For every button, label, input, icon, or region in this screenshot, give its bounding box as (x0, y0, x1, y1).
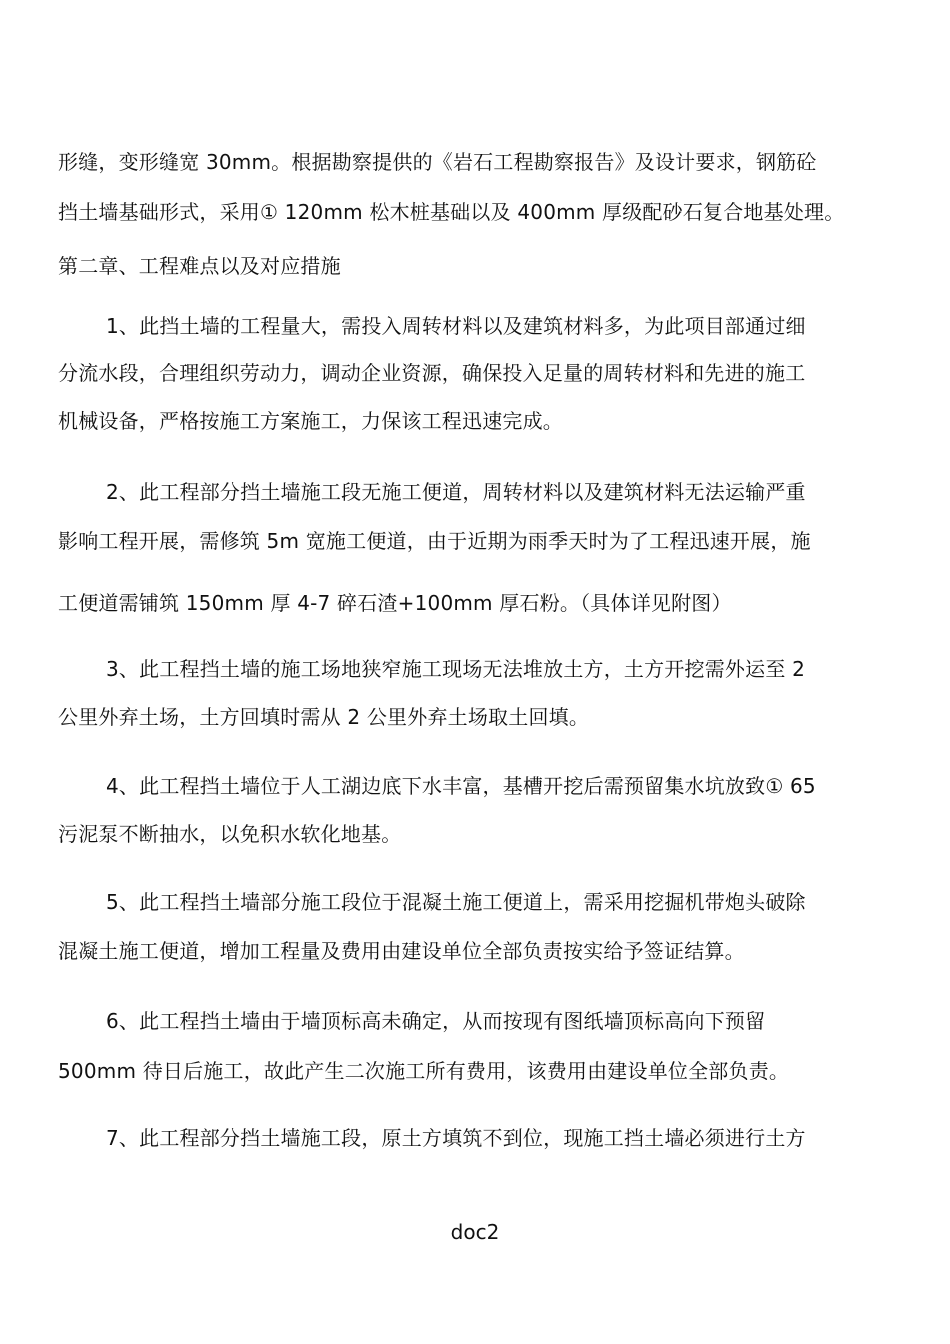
paragraph-line: 挡土墙基础形式，采用① 120mm 松木桩基础以及 400mm 厚级配砂石复合地基处理。 (58, 200, 845, 224)
paragraph-line: 机械设备，严格按施工方案施工，力保该工程迅速完成。 (58, 409, 563, 433)
paragraph-line: 500mm 待日后施工，故此产生二次施工所有费用，该费用由建设单位全部负责。 (58, 1059, 790, 1083)
paragraph-line: 3、此工程挡土墙的施工场地狭窄施工现场无法堆放土方，土方开挖需外运至 2 (106, 657, 806, 681)
paragraph-line: 工便道需铺筑 150mm 厚 4-7 碎石渣+100mm 厚石粉。（具体详见附图） (58, 591, 732, 615)
paragraph-line: 分流水段，合理组织劳动力，调动企业资源，确保投入足量的周转材料和先进的施工 (58, 361, 806, 385)
paragraph-line: 影响工程开展，需修筑 5m 宽施工便道，由于近期为雨季天时为了工程迅速开展，施 (58, 529, 811, 553)
paragraph-line: 4、此工程挡土墙位于人工湖边底下水丰富，基槽开挖后需预留集水坑放致① 65 (106, 774, 816, 798)
paragraph-line: 公里外弃土场，土方回填时需从 2 公里外弃土场取土回填。 (58, 705, 590, 729)
paragraph-line: 2、此工程部分挡土墙施工段无施工便道，周转材料以及建筑材料无法运输严重 (106, 480, 806, 504)
chapter-heading: 第二章、工程难点以及对应措施 (58, 254, 341, 278)
paragraph-line: 混凝土施工便道，增加工程量及费用由建设单位全部负责按实给予签证结算。 (58, 939, 745, 963)
paragraph-line: 6、此工程挡土墙由于墙顶标高未确定，从而按现有图纸墙顶标高向下预留 (106, 1009, 766, 1033)
paragraph-line: 污泥泵不断抽水，以免积水软化地基。 (58, 822, 402, 846)
paragraph-line: 7、此工程部分挡土墙施工段，原土方填筑不到位，现施工挡土墙必须进行土方 (106, 1126, 806, 1150)
paragraph-line: 形缝，变形缝宽 30mm。根据勘察提供的《岩石工程勘察报告》及设计要求，钢筋砼 (58, 150, 817, 174)
page-footer: doc2 (450, 1220, 500, 1244)
paragraph-line: 1、此挡土墙的工程量大，需投入周转材料以及建筑材料多，为此项目部通过细 (106, 314, 806, 338)
paragraph-line: 5、此工程挡土墙部分施工段位于混凝土施工便道上，需采用挖掘机带炮头破除 (106, 890, 806, 914)
